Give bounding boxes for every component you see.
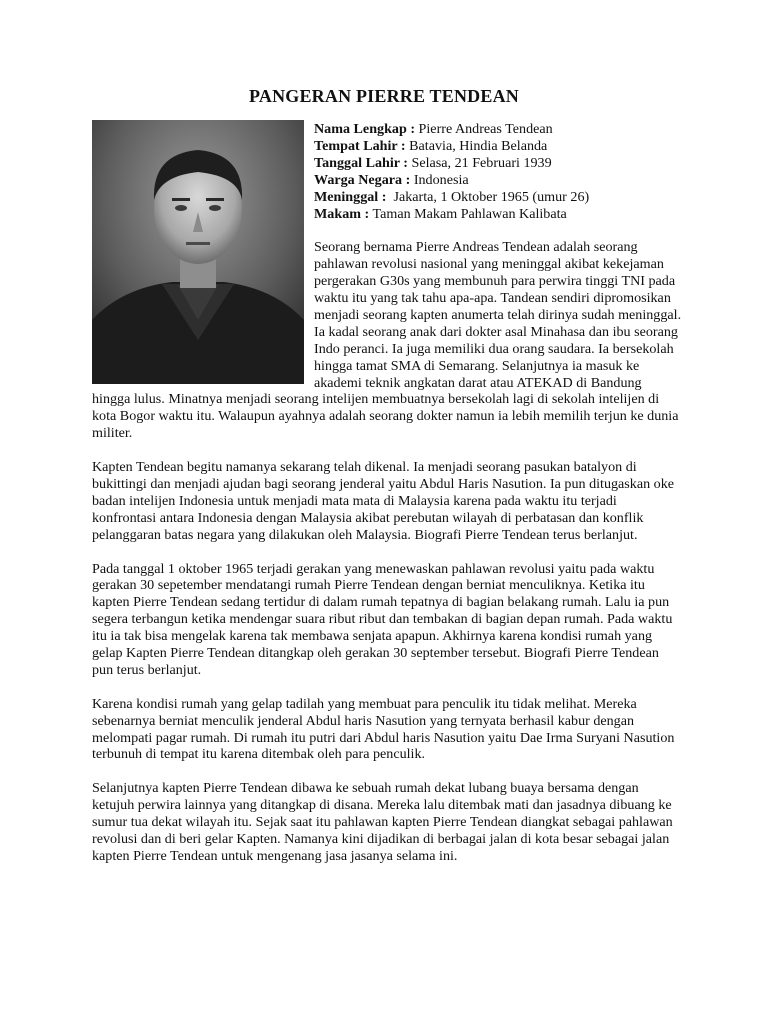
info-label: Makam : (314, 205, 370, 222)
info-value: Jakarta, 1 Oktober 1965 (umur 26) (386, 188, 590, 205)
paragraph-nasution: Karena kondisi rumah yang gelap tadilah yang membuat para penculik itu tidak melihat. Mereka sebenarnya berniat menculik jenderal Abdul haris Nasution yang ternyata berhasil kabur dengan melompati pagar rumah. Di rumah itu putri dari Abdul haris Nasution yaitu Dae Irma Suryani Nasution terbunuh di tempat itu karena ditembak oleh para penculik. (92, 695, 675, 763)
info-value: Selasa, 21 Februari 1939 (408, 154, 552, 171)
info-label: Tempat Lahir : (314, 137, 406, 154)
paragraph-biography: Seorang bernama Pierre Andreas Tendean adalah seorang pahlawan revolusi nasional yang meninggal akibat kekejaman pergerakan G30s yang membunuh para perwira tinggi TNI pada waktu itu yang tak tahu apa-apa. Tandean sendiri dipromosikan menjadi seorang kapten anumerta telah dirinya sudah meninggal. Ia kadal seorang anak dari dokter asal Minahasa dan ibu seorang Indo peranci. Ia juga memiliki dua orang saudara. Ia bersekolah hingga tamat SMA di Semarang. Selanjutnya ia masuk ke akademi teknik angkatan darat atau ATEKAD di Bandung hingga lulus. Minatnya menjadi seorang intelijen membuatnya bersekolah lagi di sekolah intelijen di kota Bogor waktu itu. Walaupun ayahnya adalah seorang dokter namun ia lebih memilih terjun ke dunia militer. (92, 239, 682, 442)
article-content (92, 121, 682, 882)
info-label: Warga Negara : (314, 171, 411, 188)
info-value: Taman Makam Pahlawan Kalibata (369, 205, 567, 222)
info-label: Meninggal : (314, 188, 387, 205)
info-label: Nama Lengkap : (314, 121, 416, 137)
info-value: Pierre Andreas Tendean (415, 121, 553, 137)
info-value: Batavia, Hindia Belanda (405, 137, 548, 154)
info-label: Tanggal Lahir : (314, 154, 408, 171)
paragraph-legacy: Selanjutnya kapten Pierre Tendean dibawa ke sebuah rumah dekat lubang buaya bersama dengan ketujuh perwira lainnya yang ditangkap di disana. Mereka lalu ditembak mati dan jasadnya dibuang ke sumur tua dekat wilayah itu. Sejak saat itu pahlawan kapten Pierre Tendean diangkat sebagai pahlawan revolusi dan di beri gelar Kapten. Namanya kini dijadikan di berbagai jalan di kota besar sebagai jalan kapten Pierre Tendean untuk mengenang jasa jasanya selama ini. (92, 780, 673, 864)
paragraph-g30s-event: Pada tanggal 1 oktober 1965 terjadi gerakan yang menewaskan pahlawan revolusi yaitu pada waktu gerakan 30 sepetember mendatangi rumah Pierre Tendean dengan berniat menculiknya. Ketika itu kapten Pierre Tendean sedang tertidur di dalam rumah tepatnya di bagian belakang rumah. Lalu ia pun segera terbangun ketika mendengar suara ribut ribut dan tembakan di bagian depan rumah. Pada waktu itu ia tak bisa mengelak karena tak membawa senjata apapun. Akhirnya karena kondisi rumah yang gelap Kapten Pierre Tendean ditangkap oleh gerakan 30 september tersebut. Biografi Pierre Tendean pun terus berlanjut. (92, 560, 673, 678)
paragraph-career: Kapten Tendean begitu namanya sekarang telah dikenal. Ia menjadi seorang pasukan batalyon di bukittingi dan menjadi ajudan bagi seorang jenderal yaitu Abdul Haris Nasution. Ia pun ditugaskan oke badan intelijen Indonesia untuk menjadi mata mata di Malaysia karena pada waktu itu terjadi konfrontasi antara Indonesia dengan Malaysia akibat perebutan wilayah di perbatasan dan konflik pelanggaran batas negara yang dilakukan oleh Malaysia. Biografi Pierre Tendean terus berlanjut. (92, 459, 675, 543)
page-title: PANGERAN PIERRE TENDEAN (249, 86, 519, 106)
info-value: Indonesia (410, 171, 469, 188)
